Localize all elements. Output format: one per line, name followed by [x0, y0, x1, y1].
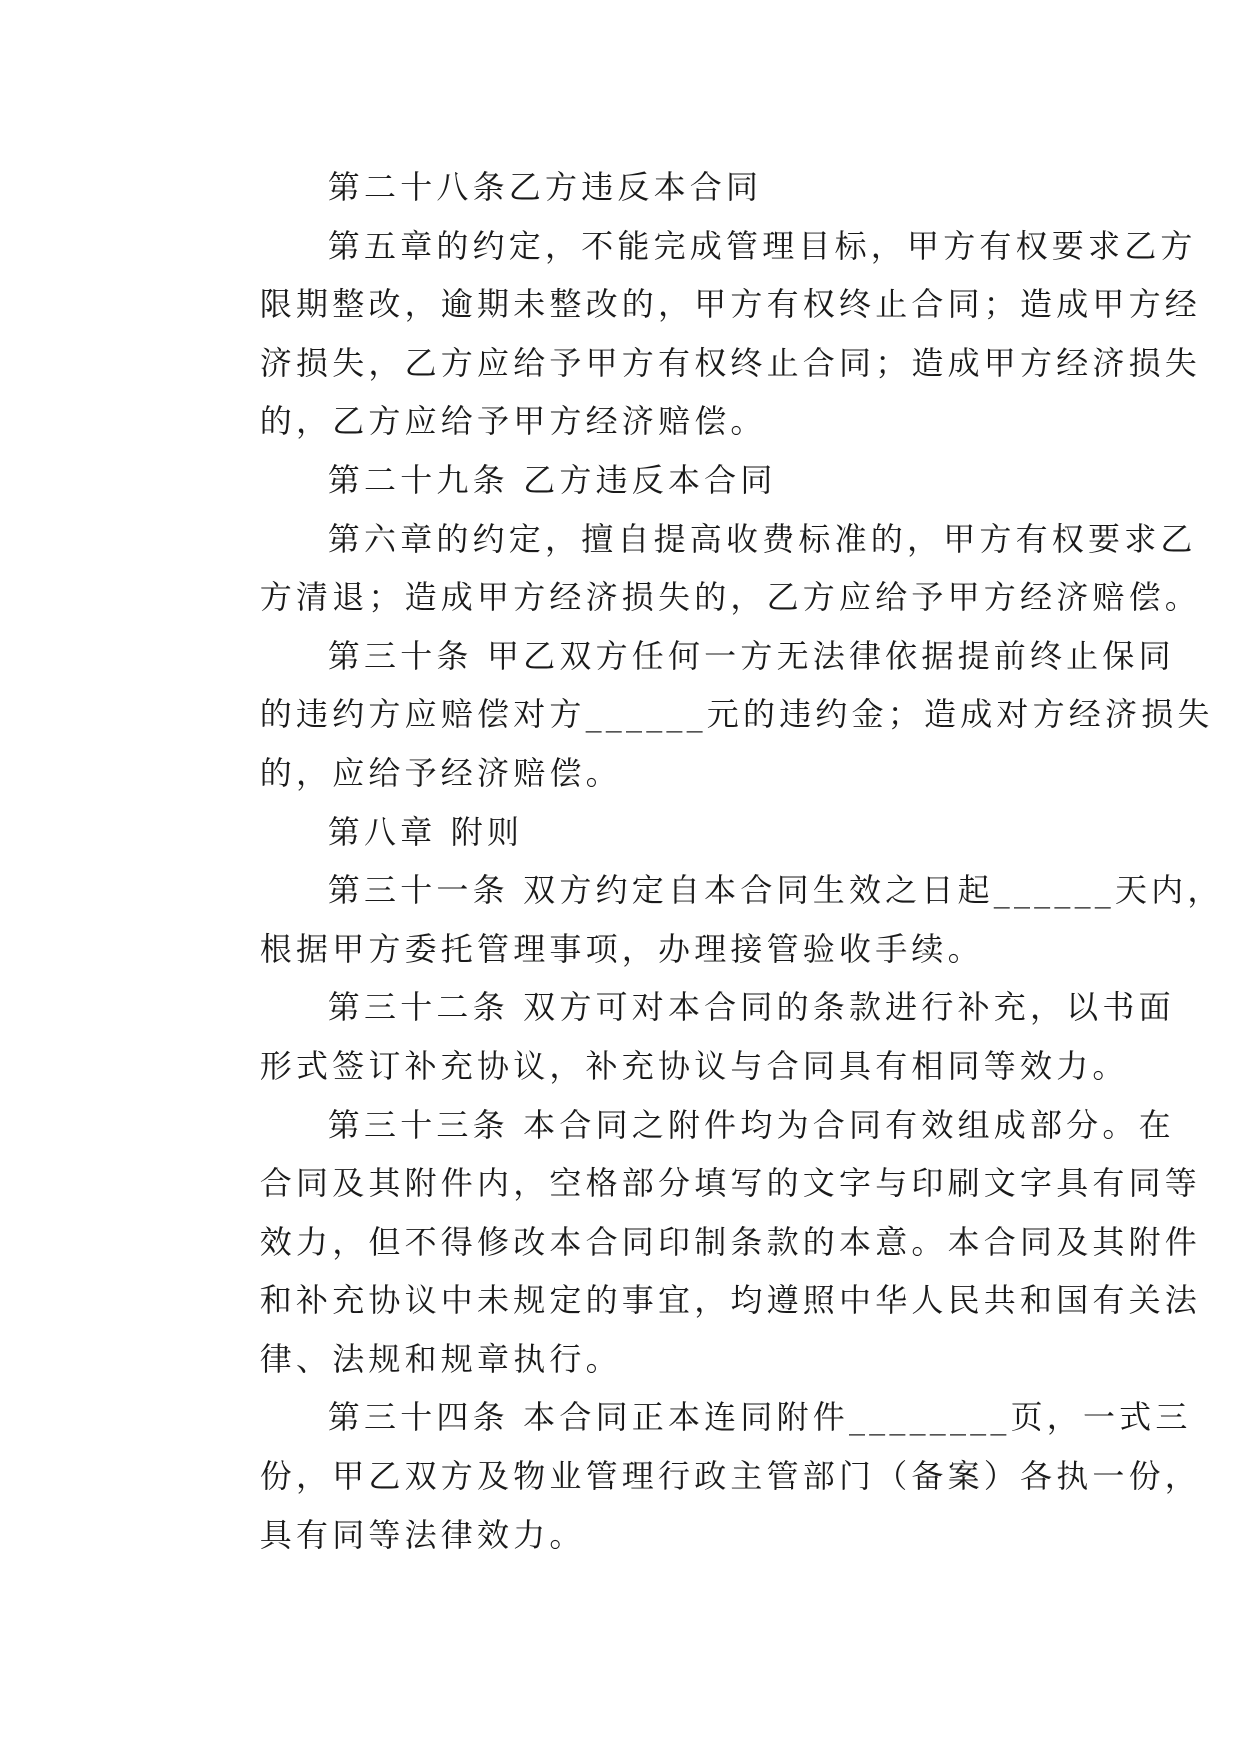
chapter-8-heading [191, 803, 1051, 862]
article-31 [191, 861, 1224, 978]
text-line: 形式签订补充协议，补充协议与合同具有相同等效力。 [259, 1046, 1129, 1085]
text-line: 律、法规和规章执行。 [259, 1339, 622, 1378]
article-32 [191, 978, 1175, 1095]
text-line: 第三十三条 本合同之附件均为合同有效组成部分。在 [327, 1105, 1175, 1144]
document-body [191, 158, 1224, 1564]
text-line: 济损失，乙方应给予甲方有权终止合同；造成甲方经济损失 [259, 343, 1201, 382]
article-33 [191, 1096, 1201, 1389]
text-line: 第二十九条 乙方违反本合同 [327, 460, 777, 499]
text-line: 和补充协议中未规定的事宜，均遵照中华人民共和国有关法 [259, 1281, 1201, 1320]
text-line: 的，乙方应给予甲方经济赔偿。 [259, 402, 767, 441]
text-line: 第三十二条 双方可对本合同的条款进行补充，以书面 [327, 988, 1175, 1027]
article-28-heading [191, 158, 1051, 217]
text-line: 效力，但不得修改本合同印制条款的本意。本合同及其附件 [259, 1222, 1201, 1261]
text-line: 第三十一条 双方约定自本合同生效之日起______天内， [327, 871, 1224, 910]
text-line: 第三十条 甲乙双方任何一方无法律依据提前终止保同 [327, 636, 1175, 675]
article-29-body [191, 510, 1201, 627]
text-line: 第六章的约定，擅自提高收费标准的，甲方有权要求乙 [327, 519, 1197, 558]
text-line: 第五章的约定，不能完成管理目标，甲方有权要求乙方 [327, 226, 1197, 265]
text-line: 限期整改，逾期未整改的，甲方有权终止合同；造成甲方经 [259, 285, 1201, 324]
text-line: 合同及其附件内，空格部分填写的文字与印刷文字具有同等 [259, 1164, 1201, 1203]
text-line: 的，应给予经济赔偿。 [259, 753, 622, 792]
text-line: 第八章 附则 [327, 812, 524, 851]
text-line: 根据甲方委托管理事项，办理接管验收手续。 [259, 929, 984, 968]
text-line: 的违约方应赔偿对方______元的违约金；造成对方经济损失 [259, 695, 1214, 734]
text-line: 第二十八条乙方违反本合同 [327, 168, 763, 206]
text-line: 方清退；造成甲方经济损失的，乙方应给予甲方经济赔偿。 [259, 578, 1201, 617]
text-line: 具有同等法律效力。 [259, 1515, 586, 1554]
text-line: 份，甲乙双方及物业管理行政主管部门（备案）各执一份， [259, 1457, 1201, 1496]
article-34 [191, 1388, 1201, 1564]
article-30 [191, 627, 1214, 803]
article-28-body [191, 217, 1201, 451]
article-29-heading [191, 451, 1051, 510]
text-line: 第三十四条 本合同正本连同附件________页，一式三 [327, 1398, 1192, 1437]
